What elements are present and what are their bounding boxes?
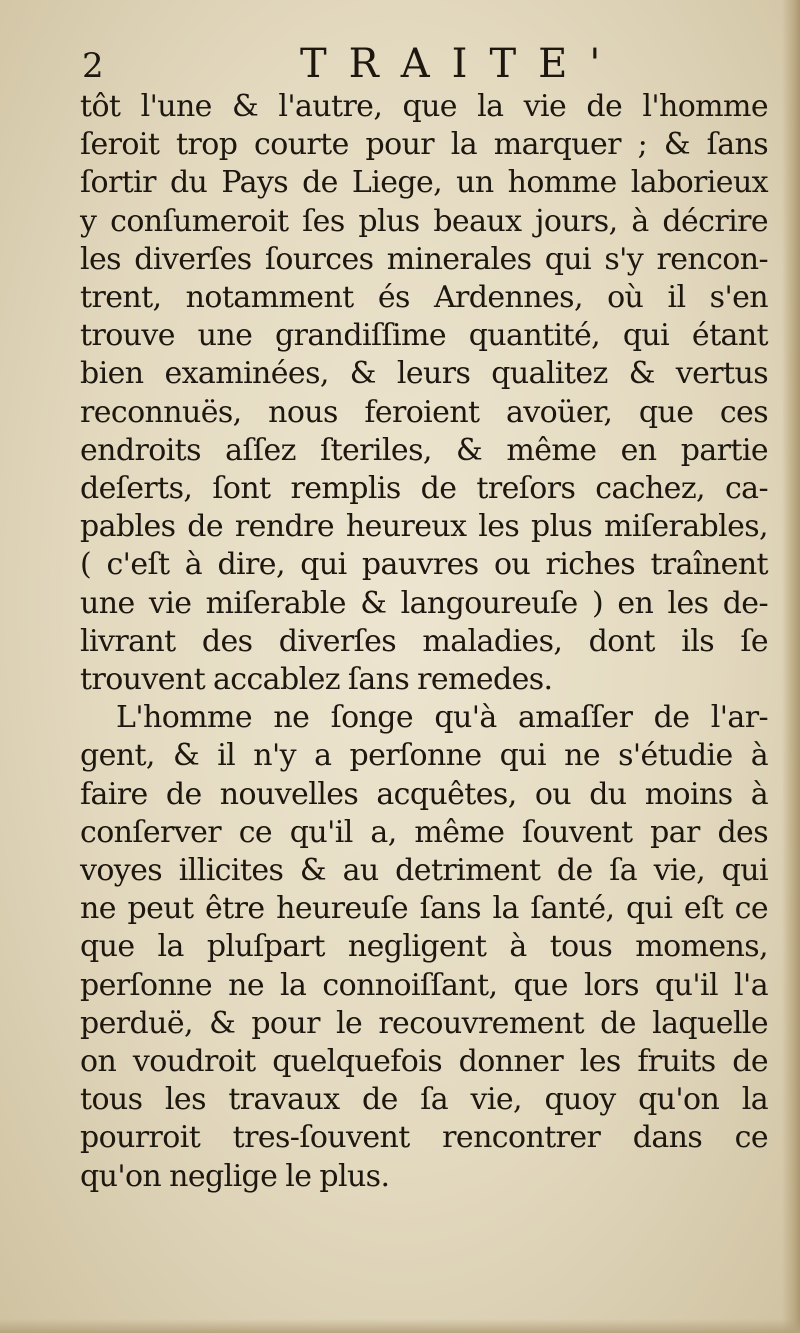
page-edge-shadow-right bbox=[782, 0, 800, 1333]
text-line: livrant des diverſes maladies, dont ils ſe bbox=[80, 623, 768, 659]
text-line: pourroit tres-ſouvent rencontrer dans ce bbox=[80, 1120, 768, 1156]
text-line: conſerver ce qu'il a, même ſouvent par des bbox=[80, 814, 768, 850]
text-line: les diverſes ſources minerales qui s'y rencon- bbox=[80, 241, 768, 277]
page-edge-shadow-bottom bbox=[0, 1319, 800, 1333]
text-line: perſonne ne la connoiſſant, que lors qu'il l'a bbox=[80, 967, 768, 1003]
text-line: ſortir du Pays de Liege, un homme laborieux bbox=[80, 165, 768, 201]
text-line: que la pluſpart negligent à tous momens, bbox=[80, 929, 768, 965]
text-line: on voudroit quelquefois donner les fruits de bbox=[80, 1044, 768, 1080]
text-line: trouve une grandiſſime quantité, qui étant bbox=[80, 318, 768, 354]
text-line: bien examinées, & leurs qualitez & vertus bbox=[80, 356, 768, 392]
running-title: TRAITE' bbox=[300, 41, 623, 87]
text-line: voyes illicites & au detriment de ſa vie, qui bbox=[80, 853, 768, 889]
page-number: 2 bbox=[82, 46, 104, 86]
text-line: une vie miſerable & langoureuſe ) en les de- bbox=[80, 585, 768, 621]
text-line: ſeroit trop courte pour la marquer ; & ſans bbox=[80, 127, 768, 163]
text-line: qu'on neglige le plus. bbox=[80, 1158, 390, 1194]
text-line: reconnuës, nous feroient avoüer, que ces bbox=[80, 394, 768, 430]
text-line: y conſumeroit ſes plus beaux jours, à décrire bbox=[80, 203, 768, 239]
body-text bbox=[80, 88, 768, 1196]
paragraph bbox=[80, 699, 768, 1196]
page-header bbox=[0, 42, 800, 92]
text-line: pables de rendre heureux les plus miſerables, bbox=[80, 509, 768, 545]
text-line: tous les travaux de ſa vie, quoy qu'on la bbox=[80, 1082, 768, 1118]
text-line: tôt l'une & l'autre, que la vie de l'homme bbox=[80, 89, 768, 124]
text-line: perduë, & pour le recouvrement de laquelle bbox=[80, 1005, 768, 1041]
text-line: endroits aſſez ſteriles, & même en partie bbox=[80, 432, 768, 468]
text-line: L'homme ne ſonge qu'à amaſſer de l'ar- bbox=[116, 700, 768, 736]
text-line: ne peut être heureuſe ſans la ſanté, qui eſt ce bbox=[80, 891, 768, 927]
text-line: trouvent accablez ſans remedes. bbox=[80, 662, 553, 698]
text-line: deſerts, ſont remplis de treſors cachez, ca- bbox=[80, 471, 768, 507]
text-line: faire de nouvelles acquêtes, ou du moins à bbox=[80, 776, 768, 812]
paragraph bbox=[80, 88, 768, 699]
text-line: ( c'eſt à dire, qui pauvres ou riches traînent bbox=[80, 547, 768, 583]
text-line: trent, notamment és Ardennes, où il s'en bbox=[80, 280, 768, 316]
text-line: gent, & il n'y a perſonne qui ne s'étudie à bbox=[80, 738, 768, 774]
